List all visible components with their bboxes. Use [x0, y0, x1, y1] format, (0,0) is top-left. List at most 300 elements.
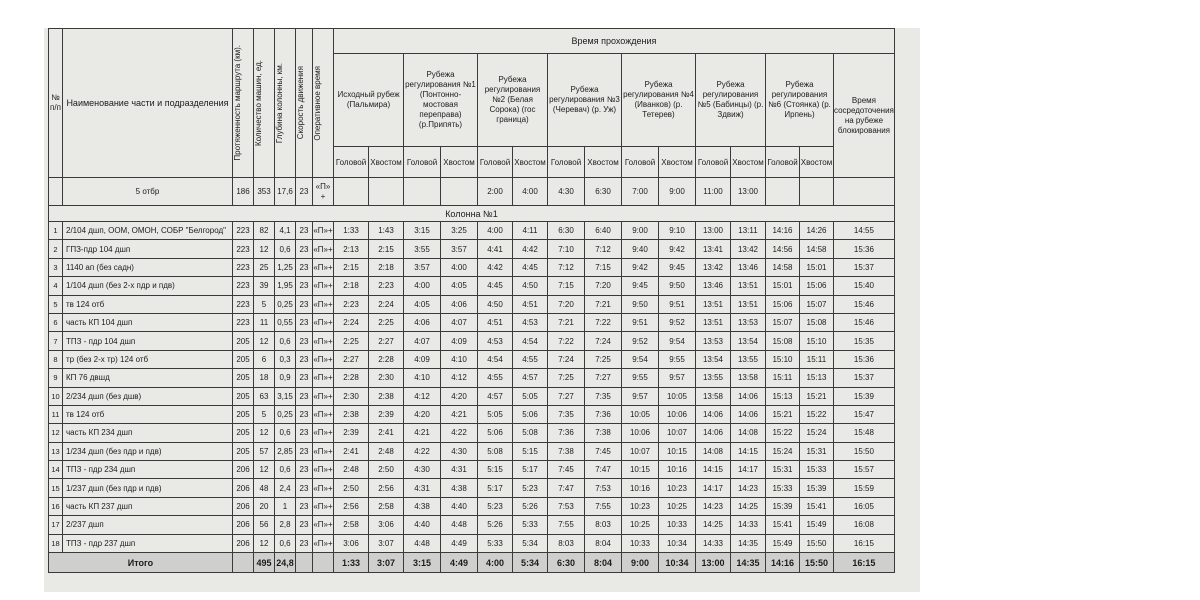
row-time: 15:21	[766, 405, 800, 423]
row-name: часть КП 234 дшп	[63, 424, 233, 442]
row-num: 17	[49, 516, 63, 534]
row-name: тв 124 отб	[63, 295, 233, 313]
row-time: 7:25	[548, 369, 585, 387]
group-header: Рубежа регулирования №1 (Понтонно-мостовая переправа) (р.Припять)	[404, 54, 478, 147]
row-depth: 0,25	[275, 295, 296, 313]
row-time: 7:53	[585, 479, 622, 497]
row-vehicles: 20	[254, 497, 275, 515]
row-time: 3:07	[369, 534, 404, 552]
total-time: 10:34	[659, 553, 696, 573]
row-time: 4:21	[404, 424, 441, 442]
row-vehicles: 12	[254, 332, 275, 350]
row-time: 14:06	[696, 424, 731, 442]
row-time: 2:56	[334, 497, 369, 515]
summary-name: 5 отбр	[63, 178, 233, 206]
row-time: 15:39	[800, 479, 834, 497]
row-time: 2:38	[369, 387, 404, 405]
row-vehicles: 48	[254, 479, 275, 497]
row-num: 7	[49, 332, 63, 350]
total-speed	[296, 553, 313, 573]
total-label: Итого	[49, 553, 233, 573]
total-time: 9:00	[622, 553, 659, 573]
row-length: 223	[233, 295, 254, 313]
row-time: 9:57	[659, 369, 696, 387]
row-time: 15:22	[766, 424, 800, 442]
row-time: 2:28	[369, 350, 404, 368]
row-time: 14:25	[696, 516, 731, 534]
row-depth: 0,6	[275, 461, 296, 479]
row-name: часть КП 237 дшп	[63, 497, 233, 515]
summary-time	[441, 178, 478, 206]
row-time: 2:38	[334, 405, 369, 423]
row-time: 15:07	[800, 295, 834, 313]
row-time: 9:54	[622, 350, 659, 368]
row-time: 2:27	[369, 332, 404, 350]
row-time: 15:31	[766, 461, 800, 479]
row-num: 12	[49, 424, 63, 442]
row-vehicles: 56	[254, 516, 275, 534]
summary-time: 4:00	[513, 178, 548, 206]
row-num: 9	[49, 369, 63, 387]
row-num: 6	[49, 313, 63, 331]
row-time: 7:15	[548, 277, 585, 295]
row-time: 7:38	[548, 442, 585, 460]
row-time: 15:22	[800, 405, 834, 423]
summary-depth: 17,6	[275, 178, 296, 206]
row-time: 4:30	[404, 461, 441, 479]
row-time: 3:06	[334, 534, 369, 552]
row-time: 13:41	[696, 240, 731, 258]
row-time: 9:45	[659, 258, 696, 276]
row-time: 4:20	[441, 387, 478, 405]
row-vehicles: 57	[254, 442, 275, 460]
summary-row	[49, 178, 895, 206]
row-time: 9:52	[659, 313, 696, 331]
row-time: 2:41	[369, 424, 404, 442]
row-time: 15:46	[834, 295, 895, 313]
row-time: 15:06	[766, 295, 800, 313]
row-time: 2:24	[334, 313, 369, 331]
row-time: 4:07	[441, 313, 478, 331]
row-depth: 0,6	[275, 240, 296, 258]
row-depth: 0,6	[275, 424, 296, 442]
column-label: Колонна №1	[49, 206, 895, 222]
row-time: 5:17	[513, 461, 548, 479]
row-time: 4:00	[441, 258, 478, 276]
row-time: 7:36	[548, 424, 585, 442]
row-time: 3:57	[441, 240, 478, 258]
tail-header: Хвостом	[659, 147, 696, 178]
row-time: 7:20	[585, 277, 622, 295]
head-header: Головой	[766, 147, 800, 178]
row-time: 14:15	[731, 442, 766, 460]
row-depth: 2,8	[275, 516, 296, 534]
header-depth-text: Глубина колонны, км.	[275, 62, 284, 144]
row-time: 15:24	[766, 442, 800, 460]
total-time: 14:35	[731, 553, 766, 573]
schedule-table	[48, 28, 895, 573]
row-time: 15:39	[766, 497, 800, 515]
row-length: 205	[233, 442, 254, 460]
total-length	[233, 553, 254, 573]
row-time: 5:08	[478, 442, 513, 460]
row-time: 4:38	[404, 497, 441, 515]
row-time: 9:51	[659, 295, 696, 313]
row-time: 13:58	[696, 387, 731, 405]
row-num: 16	[49, 497, 63, 515]
total-time: 8:04	[585, 553, 622, 573]
row-time: 13:51	[696, 295, 731, 313]
total-time: 4:49	[441, 553, 478, 573]
row-time: 14:33	[731, 516, 766, 534]
row-time: 7:21	[548, 313, 585, 331]
row-time: 13:46	[731, 258, 766, 276]
row-time: 10:33	[659, 516, 696, 534]
row-depth: 2,85	[275, 442, 296, 460]
row-speed: 23	[296, 516, 313, 534]
row-time: 15:59	[834, 479, 895, 497]
row-time: 10:23	[659, 479, 696, 497]
row-time: 4:45	[478, 277, 513, 295]
table-row	[49, 516, 895, 534]
row-time: 15:50	[834, 442, 895, 460]
scanned-document	[44, 28, 920, 592]
row-time: 9:50	[622, 295, 659, 313]
concentration-header: Время сосредоточения на рубеже блокирования	[834, 54, 895, 178]
row-time: 7:47	[548, 479, 585, 497]
row-time: 9:52	[622, 332, 659, 350]
row-length: 223	[233, 222, 254, 240]
total-depth: 24,8	[275, 553, 296, 573]
row-time: 2:28	[334, 369, 369, 387]
row-time: 15:49	[800, 516, 834, 534]
row-optime: «П»+	[313, 222, 334, 240]
group-header: Исходный рубеж (Пальмира)	[334, 54, 404, 147]
row-time: 16:05	[834, 497, 895, 515]
row-time: 7:38	[585, 424, 622, 442]
row-speed: 23	[296, 497, 313, 515]
row-time: 3:57	[404, 258, 441, 276]
row-time: 9:00	[622, 222, 659, 240]
row-num: 18	[49, 534, 63, 552]
row-time: 4:06	[404, 313, 441, 331]
row-time: 5:17	[478, 479, 513, 497]
summary-time	[334, 178, 369, 206]
row-vehicles: 6	[254, 350, 275, 368]
total-time: 14:16	[766, 553, 800, 573]
table-row	[49, 461, 895, 479]
row-time: 15:41	[800, 497, 834, 515]
row-time: 15:08	[800, 313, 834, 331]
row-time: 9:42	[659, 240, 696, 258]
row-num: 15	[49, 479, 63, 497]
total-time: 1:33	[334, 553, 369, 573]
row-time: 2:15	[369, 240, 404, 258]
row-time: 4:48	[404, 534, 441, 552]
row-time: 7:35	[585, 387, 622, 405]
row-time: 2:25	[369, 313, 404, 331]
row-time: 13:51	[731, 277, 766, 295]
row-time: 14:17	[731, 461, 766, 479]
row-time: 14:23	[731, 479, 766, 497]
row-optime: «П»+	[313, 442, 334, 460]
row-speed: 23	[296, 369, 313, 387]
row-time: 2:58	[334, 516, 369, 534]
row-time: 9:55	[622, 369, 659, 387]
row-time: 15:35	[834, 332, 895, 350]
row-time: 10:05	[659, 387, 696, 405]
row-time: 2:23	[334, 295, 369, 313]
row-time: 5:23	[513, 479, 548, 497]
row-speed: 23	[296, 295, 313, 313]
row-time: 2:15	[334, 258, 369, 276]
row-length: 206	[233, 516, 254, 534]
summary-time: 2:00	[478, 178, 513, 206]
row-time: 10:25	[622, 516, 659, 534]
row-time: 13:55	[731, 350, 766, 368]
row-time: 2:39	[369, 405, 404, 423]
row-time: 4:54	[478, 350, 513, 368]
row-speed: 23	[296, 222, 313, 240]
row-time: 4:50	[478, 295, 513, 313]
row-vehicles: 63	[254, 387, 275, 405]
row-time: 4:05	[404, 295, 441, 313]
row-time: 2:56	[369, 479, 404, 497]
row-name: ТПЗ - пдр 234 дшп	[63, 461, 233, 479]
row-time: 7:45	[548, 461, 585, 479]
header-num: № п/п	[49, 29, 63, 178]
head-header: Головой	[404, 147, 441, 178]
row-time: 15:36	[834, 240, 895, 258]
row-speed: 23	[296, 387, 313, 405]
total-time: 5:34	[513, 553, 548, 573]
summary-speed: 23	[296, 178, 313, 206]
row-time: 10:16	[622, 479, 659, 497]
row-num: 11	[49, 405, 63, 423]
row-time: 15:06	[800, 277, 834, 295]
row-optime: «П»+	[313, 461, 334, 479]
row-time: 4:41	[478, 240, 513, 258]
row-depth: 0,6	[275, 332, 296, 350]
row-time: 4:00	[478, 222, 513, 240]
row-time: 5:06	[478, 424, 513, 442]
row-length: 205	[233, 405, 254, 423]
row-time: 14:58	[766, 258, 800, 276]
row-optime: «П»+	[313, 534, 334, 552]
row-time: 15:24	[800, 424, 834, 442]
row-name: ГПЗ-пдр 104 дшп	[63, 240, 233, 258]
row-time: 14:26	[800, 222, 834, 240]
total-time: 13:00	[696, 553, 731, 573]
row-time: 2:48	[369, 442, 404, 460]
row-time: 5:23	[478, 497, 513, 515]
table-row	[49, 313, 895, 331]
row-name: ТПЗ - пдр 237 дшп	[63, 534, 233, 552]
row-time: 14:06	[731, 387, 766, 405]
row-time: 2:23	[369, 277, 404, 295]
row-time: 15:48	[834, 424, 895, 442]
row-name: 2/234 дшп (без дшв)	[63, 387, 233, 405]
row-time: 7:22	[585, 313, 622, 331]
row-time: 4:31	[441, 461, 478, 479]
row-time: 4:50	[513, 277, 548, 295]
row-optime: «П»+	[313, 387, 334, 405]
row-time: 4:42	[478, 258, 513, 276]
tail-header: Хвостом	[731, 147, 766, 178]
row-time: 9:45	[622, 277, 659, 295]
row-time: 14:08	[731, 424, 766, 442]
row-time: 10:15	[622, 461, 659, 479]
row-speed: 23	[296, 461, 313, 479]
row-length: 206	[233, 461, 254, 479]
row-time: 14:17	[696, 479, 731, 497]
table-row	[49, 387, 895, 405]
row-time: 10:07	[659, 424, 696, 442]
row-time: 4:49	[441, 534, 478, 552]
row-time: 15:11	[766, 369, 800, 387]
row-time: 14:33	[696, 534, 731, 552]
row-time: 2:30	[334, 387, 369, 405]
summary-time	[834, 178, 895, 206]
row-time: 7:47	[585, 461, 622, 479]
row-time: 14:25	[731, 497, 766, 515]
row-time: 14:08	[696, 442, 731, 460]
row-speed: 23	[296, 240, 313, 258]
row-time: 9:40	[622, 240, 659, 258]
row-time: 4:10	[441, 350, 478, 368]
total-time: 6:30	[548, 553, 585, 573]
row-length: 223	[233, 277, 254, 295]
row-optime: «П»+	[313, 313, 334, 331]
row-time: 4:57	[478, 387, 513, 405]
row-time: 13:42	[731, 240, 766, 258]
row-time: 7:35	[548, 405, 585, 423]
row-num: 4	[49, 277, 63, 295]
table-row	[49, 424, 895, 442]
column-label-row	[49, 206, 895, 222]
row-depth: 4,1	[275, 222, 296, 240]
row-length: 205	[233, 350, 254, 368]
header-passage: Время прохождения	[334, 29, 895, 54]
row-time: 4:51	[513, 295, 548, 313]
row-time: 15:08	[766, 332, 800, 350]
row-vehicles: 12	[254, 461, 275, 479]
group-header: Рубежа регулирования №2 (Белая Сорока) (гос граница)	[478, 54, 548, 147]
group-header: Рубежа регулирования №3 (Черевач) (р. Уж)	[548, 54, 622, 147]
row-num: 10	[49, 387, 63, 405]
row-time: 15:49	[766, 534, 800, 552]
table-row	[49, 258, 895, 276]
row-time: 9:54	[659, 332, 696, 350]
row-speed: 23	[296, 277, 313, 295]
row-time: 6:30	[548, 222, 585, 240]
group-header: Рубежа регулирования №5 (Бабинцы) (р. Здвиж)	[696, 54, 766, 147]
row-time: 4:07	[404, 332, 441, 350]
head-header: Головой	[622, 147, 659, 178]
row-num: 2	[49, 240, 63, 258]
header-speed-text: Скорость движения	[296, 66, 305, 140]
row-time: 13:54	[696, 350, 731, 368]
row-name: часть КП 104 дшп	[63, 313, 233, 331]
header-speed	[296, 29, 313, 178]
row-time: 7:20	[548, 295, 585, 313]
row-speed: 23	[296, 442, 313, 460]
row-time: 15:46	[834, 313, 895, 331]
row-depth: 1	[275, 497, 296, 515]
row-optime: «П»+	[313, 295, 334, 313]
row-time: 9:10	[659, 222, 696, 240]
summary-time	[800, 178, 834, 206]
row-time: 2:41	[334, 442, 369, 460]
row-name: 2/104 дшп, ООМ, ОМОН, СОБР "Белгород"	[63, 222, 233, 240]
summary-time: 9:00	[659, 178, 696, 206]
tail-header: Хвостом	[369, 147, 404, 178]
row-time: 14:06	[696, 405, 731, 423]
tail-header: Хвостом	[513, 147, 548, 178]
row-time: 14:55	[834, 222, 895, 240]
row-time: 5:26	[513, 497, 548, 515]
summary-num	[49, 178, 63, 206]
row-length: 223	[233, 240, 254, 258]
row-time: 15:50	[800, 534, 834, 552]
total-vehicles: 495	[254, 553, 275, 573]
table-row	[49, 497, 895, 515]
row-name: 1140 ап (без садн)	[63, 258, 233, 276]
row-num: 14	[49, 461, 63, 479]
row-time: 7:12	[585, 240, 622, 258]
row-time: 15:36	[834, 350, 895, 368]
row-time: 13:55	[696, 369, 731, 387]
table-row	[49, 332, 895, 350]
header-length-text: Протяженность маршрута (км).	[233, 45, 242, 161]
row-vehicles: 12	[254, 240, 275, 258]
row-time: 13:46	[696, 277, 731, 295]
row-depth: 0,9	[275, 369, 296, 387]
row-name: 1/237 дшп (без пдр и пдв)	[63, 479, 233, 497]
row-depth: 1,95	[275, 277, 296, 295]
summary-time	[404, 178, 441, 206]
row-time: 10:34	[659, 534, 696, 552]
row-time: 15:07	[766, 313, 800, 331]
row-length: 206	[233, 534, 254, 552]
row-speed: 23	[296, 350, 313, 368]
total-time: 16:15	[834, 553, 895, 573]
row-time: 15:40	[834, 277, 895, 295]
row-time: 2:13	[334, 240, 369, 258]
row-time: 13:11	[731, 222, 766, 240]
row-time: 4:20	[404, 405, 441, 423]
header-vehicles	[254, 29, 275, 178]
row-time: 7:45	[585, 442, 622, 460]
table-row	[49, 277, 895, 295]
row-name: КП 76 двшд	[63, 369, 233, 387]
row-time: 13:58	[731, 369, 766, 387]
summary-time	[766, 178, 800, 206]
row-vehicles: 82	[254, 222, 275, 240]
row-time: 5:34	[513, 534, 548, 552]
head-header: Головой	[696, 147, 731, 178]
row-num: 8	[49, 350, 63, 368]
tail-header: Хвостом	[800, 147, 834, 178]
header-optime	[313, 29, 334, 178]
row-time: 9:51	[622, 313, 659, 331]
row-length: 205	[233, 387, 254, 405]
row-time: 9:55	[659, 350, 696, 368]
row-time: 14:16	[766, 222, 800, 240]
row-time: 13:42	[696, 258, 731, 276]
row-depth: 2,4	[275, 479, 296, 497]
row-time: 2:27	[334, 350, 369, 368]
